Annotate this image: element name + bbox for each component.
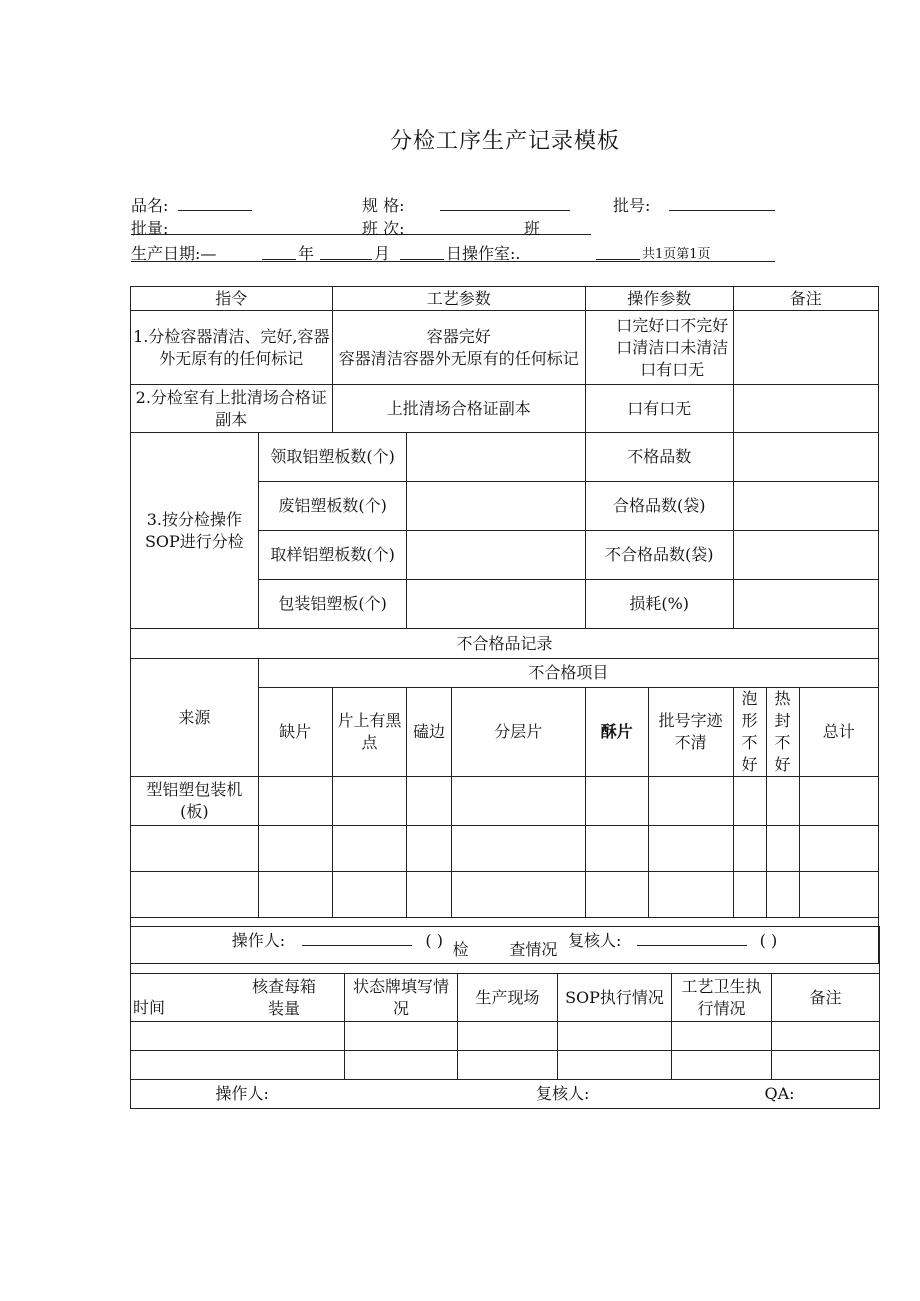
day-room-label: 日操作室:.: [446, 244, 521, 263]
room-line[interactable]: [596, 259, 640, 260]
check-col-hygiene: 工艺卫生执行情况: [672, 974, 772, 1022]
check-operator-label: 操作人:: [215, 1084, 269, 1103]
op-qualified-bags: 合格品数(袋): [585, 482, 733, 531]
reject-col-crisp: 酥片: [585, 688, 648, 777]
header-remarks: 备注: [733, 287, 878, 311]
reviewer-label: 复核人:: [568, 930, 622, 950]
shift-label: 班 次:: [362, 219, 405, 238]
header-bottom-rule: [131, 261, 775, 262]
check-signature-row: [131, 1080, 880, 1109]
check-time-header: [131, 974, 345, 1022]
row2-operation[interactable]: 口有口无: [585, 385, 733, 433]
source-header: 来源: [131, 659, 259, 777]
row1-remarks[interactable]: [733, 311, 878, 385]
item-waste-boards-value[interactable]: [407, 482, 585, 531]
row3-instruction: 3.按分检操作SOP进行分检: [131, 433, 259, 629]
reject-col-missing: 缺片: [258, 688, 332, 777]
operator-paren: ( ): [425, 930, 443, 950]
reject-col-heat-seal: 热封不好: [766, 688, 799, 777]
op-unqualified-count: 不格品数: [585, 433, 733, 482]
page-title: 分检工序生产记录模板: [389, 129, 620, 154]
op-unqualified-count-value[interactable]: [733, 433, 878, 482]
check-time-label: 时间: [133, 998, 166, 1017]
quantity-label: 批量:: [131, 219, 169, 238]
reject-record-title: 不合格品记录: [131, 629, 879, 659]
production-date-label: 生产日期:—: [131, 244, 217, 263]
reject-items-title: 不合格项目: [258, 659, 878, 688]
reviewer-paren: ( ): [759, 930, 778, 950]
item-sample-boards: 取样铝塑板数(个): [258, 531, 407, 580]
row1-process: 容器完好 容器清洁容器外无原有的任何标记: [332, 311, 585, 385]
month-label: 月: [374, 244, 391, 263]
item-packaged-boards-value[interactable]: [407, 580, 585, 629]
qa-label: QA:: [764, 1084, 795, 1103]
op-unqualified-bags-value[interactable]: [733, 531, 878, 580]
quantity-line[interactable]: [131, 234, 591, 235]
item-packaged-boards: 包装铝塑板(个): [258, 580, 407, 629]
year-label: 年: [298, 244, 315, 263]
header-operation-params: 操作参数: [585, 287, 733, 311]
row2-remarks[interactable]: [733, 385, 878, 433]
month-line[interactable]: [320, 259, 372, 260]
product-name-label: 品名:: [131, 196, 169, 215]
row2-instruction: 2.分检室有上批清场合格证副本: [131, 385, 333, 433]
item-received-boards-value[interactable]: [407, 433, 585, 482]
check-col-box-quantity: 核查每箱装量: [251, 977, 316, 1018]
reject-col-layered: 分层片: [451, 688, 585, 777]
reject-col-black-spots: 片上有黑点: [332, 688, 407, 777]
spec-label: 规 格:: [362, 196, 405, 215]
check-reviewer-label: 复核人:: [535, 1084, 590, 1103]
row2-process: 上批清场合格证副本: [332, 385, 585, 433]
reject-col-total: 总计: [799, 688, 878, 777]
op-qualified-bags-value[interactable]: [733, 482, 878, 531]
product-name-line[interactable]: [178, 210, 252, 211]
reject-col-blister-shape: 泡形不好: [733, 688, 766, 777]
item-waste-boards: 废铝塑板数(个): [258, 482, 407, 531]
row1-operation[interactable]: 口完好口不完好口清洁口未清洁口有口无: [585, 311, 733, 385]
item-sample-boards-value[interactable]: [407, 531, 585, 580]
op-unqualified-bags: 不合格品数(袋): [585, 531, 733, 580]
reject-col-chipped: 磕边: [407, 688, 451, 777]
check-table: [130, 926, 880, 1109]
batch-no-line[interactable]: [669, 210, 775, 211]
reject-col-batch-illegible: 批号字迹不清: [648, 688, 733, 777]
main-table: [130, 286, 879, 964]
row1-instruction: 1.分检容器清洁、完好,容器外无原有的任何标记: [131, 311, 333, 385]
check-col-remarks: 备注: [772, 974, 880, 1022]
op-loss-percent-value[interactable]: [733, 580, 878, 629]
operator-label: 操作人:: [231, 930, 286, 950]
source-row-machine: 型铝塑包装机(板): [131, 777, 259, 826]
year-line[interactable]: [262, 259, 296, 260]
op-loss-percent: 损耗(%): [585, 580, 733, 629]
check-col-sop-execution: SOP执行情况: [558, 974, 672, 1022]
item-received-boards: 领取铝塑板数(个): [258, 433, 407, 482]
check-title: 检 查情况: [131, 927, 880, 974]
spec-line[interactable]: [440, 210, 570, 211]
header-process-params: 工艺参数: [332, 287, 585, 311]
check-col-status-card: 状态牌填写情况: [345, 974, 458, 1022]
header-instruction: 指令: [131, 287, 333, 311]
shift-suffix: 班: [524, 219, 541, 238]
day-line[interactable]: [400, 259, 444, 260]
batch-no-label: 批号:: [613, 196, 651, 215]
page-info: 共1页第1页: [642, 247, 711, 262]
check-col-production-site: 生产现场: [458, 974, 558, 1022]
